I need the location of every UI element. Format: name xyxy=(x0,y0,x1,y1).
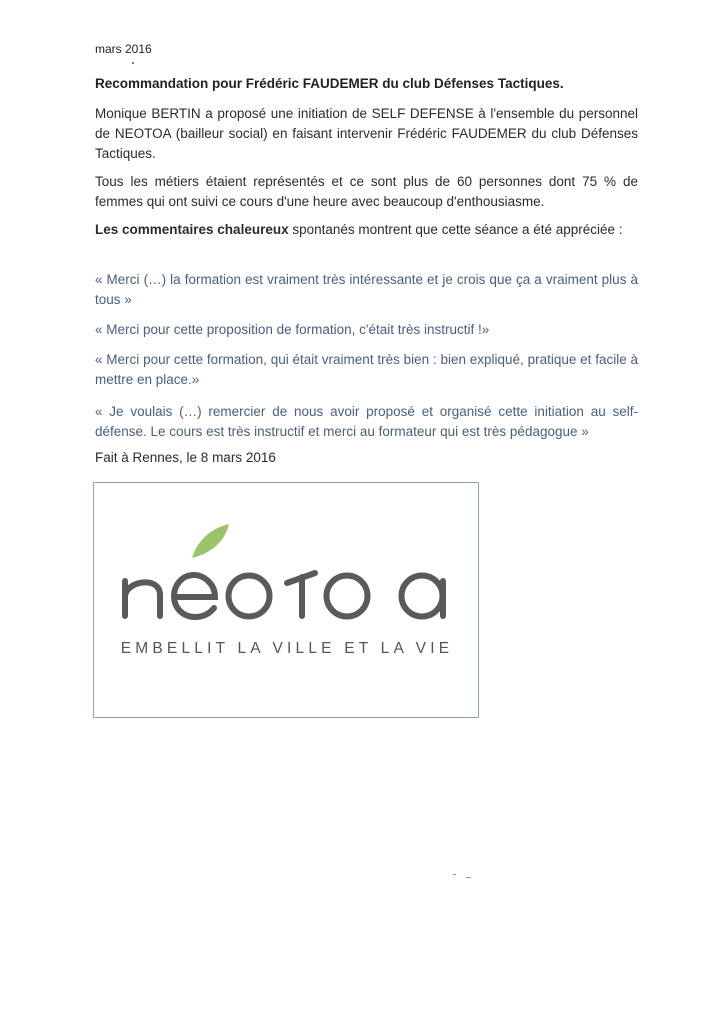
logo-letter-n xyxy=(125,581,160,616)
scan-speck xyxy=(453,874,456,875)
logo-letter-o xyxy=(229,576,270,617)
logo-letter-t xyxy=(287,573,315,616)
quote-1: « Merci (…) la formation est vraiment très intéressante et je crois que ça a vraiment plus à tous » xyxy=(95,272,638,307)
document-date: mars 2016 xyxy=(95,42,152,56)
logo-tagline: EMBELLIT LA VILLE ET LA VIE xyxy=(120,640,454,657)
quote-4: « Je voulais (…) remercier de nous avoir proposé et organisé cette initiation au self-défense. Le cours est très instructif et merci au formateur qui est très pédagogue » xyxy=(95,404,638,439)
leaf-icon xyxy=(192,524,229,558)
paragraph-participants: Tous les métiers étaient représentés et ce sont plus de 60 personnes dont 75 % de femmes qui ont suivi ce cours d'une heure avec beaucoup d'enthousiasme. xyxy=(95,174,638,209)
closing-line: Fait à Rennes, le 8 mars 2016 xyxy=(95,450,276,465)
logo-letter-o2 xyxy=(327,576,368,617)
paragraph-intro: Monique BERTIN a proposé une initiation de SELF DEFENSE à l'ensemble du personnel de NEOTOA (bailleur social) en faisant intervenir Frédéric FAUDEMER du club Défenses Tactiques. xyxy=(95,106,638,161)
scan-speck xyxy=(466,877,471,878)
quote-3: « Merci pour cette formation, qui était vraiment très bien : bien expliqué, pratique et facile à mettre en place.» xyxy=(95,352,638,387)
logo-letter-e xyxy=(174,575,215,617)
paragraph-comments xyxy=(95,220,638,240)
document-title: Recommandation pour Frédéric FAUDEMER du club Défenses Tactiques. xyxy=(95,76,564,91)
neotoa-logo xyxy=(94,483,480,719)
comments-bold: Les commentaires chaleureux xyxy=(95,222,289,237)
logo-letter-a-bowl xyxy=(402,576,443,617)
comments-rest: spontanés montrent que cette séance a été appréciée : xyxy=(288,222,623,237)
quote-2: « Merci pour cette proposition de formation, c'était très instructif !» xyxy=(95,322,490,337)
scan-dot xyxy=(132,62,134,64)
neotoa-logo-box xyxy=(93,482,479,718)
